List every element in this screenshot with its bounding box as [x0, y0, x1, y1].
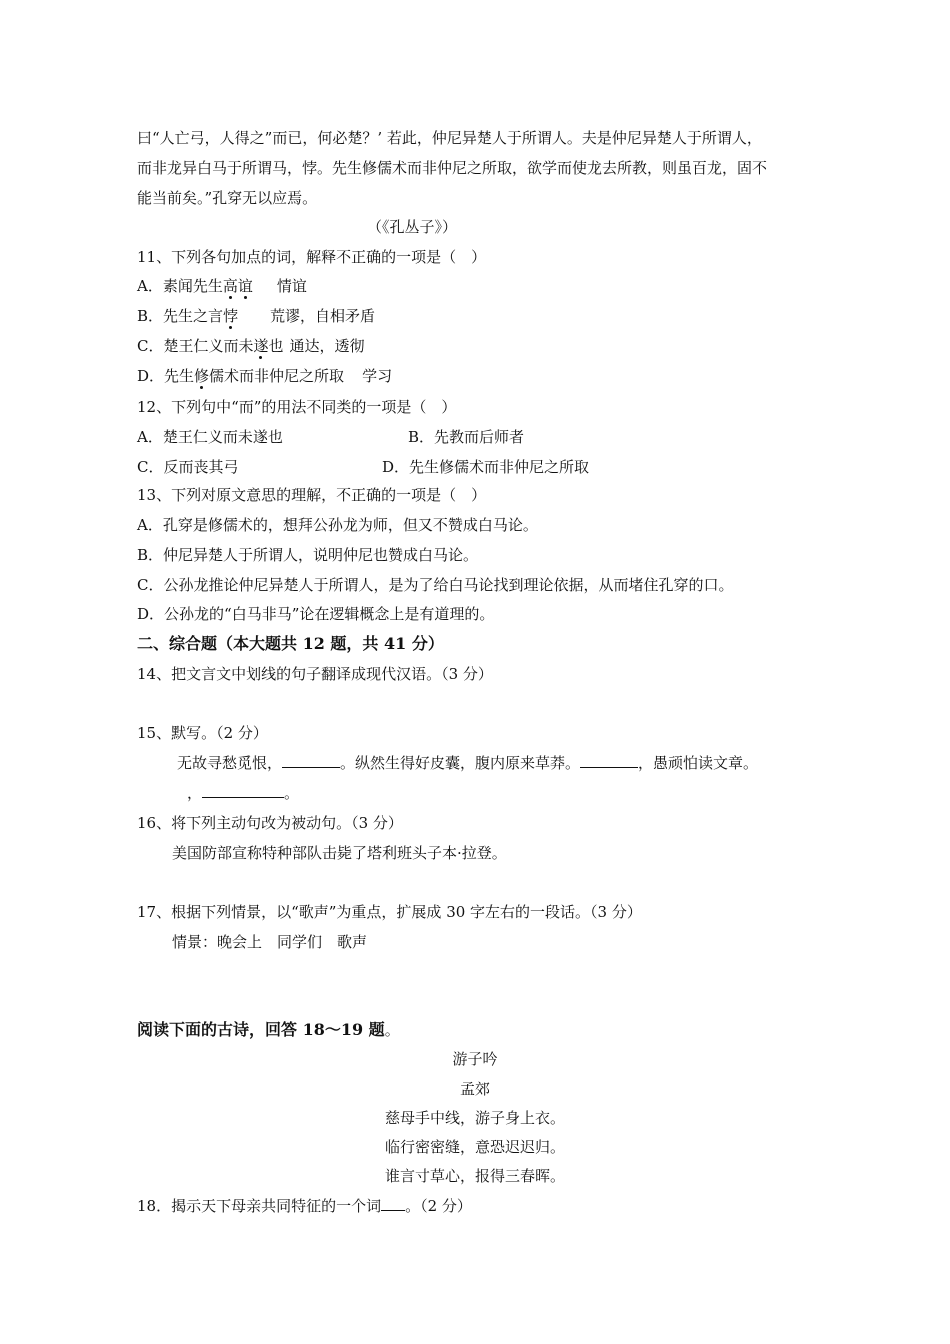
question-12-option-d[interactable]: D．先生修儒术而非仲尼之所取: [382, 458, 590, 476]
question-12-option-c[interactable]: C．反而丧其弓: [137, 458, 239, 476]
question-17-scene: 情景：晚会上 同学们 歌声: [172, 933, 368, 951]
poem-line-3: 谁言寸草心，报得三春晖。: [384, 1167, 565, 1185]
passage-line-1: 曰“人亡弓，人得之”而已，何必楚？’ 若此，仲尼异楚人于所谓人。夫是仲尼异楚人于所谓人，: [137, 129, 762, 147]
question-13-option-c[interactable]: C．公孙龙推论仲尼异楚人于所谓人，是为了给白马论找到理论依据，从而堵住孔穿的口。: [137, 576, 734, 594]
dictation-text: ，: [187, 784, 203, 802]
option-text: B．先生之言: [137, 307, 224, 325]
question-text: 18．揭示天下母亲共同特征的一个词: [137, 1197, 382, 1215]
question-text: 。（2 分）: [405, 1197, 472, 1215]
heading-end: 。: [384, 1021, 400, 1039]
poem-line-2: 临行密密缝，意恐迟迟归。: [384, 1138, 565, 1156]
option-text: C．楚王仁义而未: [137, 337, 254, 355]
question-11-option-b[interactable]: [137, 306, 375, 326]
dictation-text: 无故寻愁觅恨，: [177, 754, 283, 772]
question-11-option-c[interactable]: [137, 336, 365, 356]
poem-section-heading: [137, 1020, 400, 1040]
question-15-line-1: [177, 753, 758, 773]
dotted-char: 高: [222, 277, 238, 295]
option-gloss: 学习: [362, 367, 393, 385]
question-17-stem: 17、根据下列情景，以“歌声”为重点，扩展成 30 字左右的一段话。（3 分）: [137, 903, 642, 921]
question-18-stem: [137, 1196, 472, 1216]
question-16-stem: 16、将下列主动句改为被动句。（3 分）: [137, 814, 403, 832]
poem-author: 孟郊: [459, 1080, 490, 1098]
answer-blank[interactable]: [282, 753, 340, 768]
dictation-text: 。纵然生得好皮囊，腹内原来草莽。: [340, 754, 581, 772]
question-13-stem: 13、下列对原文意思的理解，不正确的一项是（ ）: [137, 486, 487, 504]
question-13-option-a[interactable]: A．孔穿是修儒术的，想拜公孙龙为师，但又不赞成白马论。: [137, 516, 538, 534]
poem-line-1: 慈母手中线，游子身上衣。: [384, 1109, 565, 1127]
passage-source: （《孔丛子》）: [367, 218, 458, 236]
question-15-line-2: [187, 783, 299, 803]
dotted-char: 谊: [237, 277, 253, 295]
passage-line-3: 能当前矣。”孔穿无以应焉。: [137, 189, 318, 207]
section-heading: 二、综合题（本大题共 12 题，共 41 分）: [137, 634, 444, 653]
question-12-option-b[interactable]: B．先教而后师者: [408, 428, 525, 446]
answer-blank[interactable]: [381, 1196, 405, 1211]
option-gloss: 情谊: [276, 277, 307, 295]
question-12-option-a[interactable]: A．楚王仁义而未遂也: [137, 428, 283, 446]
question-11-stem: 11、下列各句加点的词，解释不正确的一项是（ ）: [137, 248, 487, 266]
poem-title: 游子吟: [452, 1050, 498, 1068]
question-12-stem: 12、下列句中“而”的用法不同类的一项是（ ）: [137, 398, 457, 416]
option-text: A．素闻先生: [137, 277, 223, 295]
dotted-char: 修: [194, 367, 210, 385]
heading-text: 阅读下面的古诗，回答 18～19 题: [137, 1020, 385, 1039]
question-14-stem: 14、把文言文中划线的句子翻译成现代汉语。（3 分）: [137, 665, 493, 683]
passage-line-2: 而非龙异白马于所谓马，悖。先生修儒术而非仲尼之所取，欲学而使龙去所教，则虽百龙，固不: [137, 159, 768, 177]
question-13-option-d[interactable]: D．公孙龙的“白马非马”论在逻辑概念上是有道理的。: [137, 605, 495, 623]
dotted-char: 遂: [253, 337, 269, 355]
question-11-option-a[interactable]: [137, 276, 307, 296]
option-text: 也: [268, 337, 284, 355]
question-15-stem: 15、默写。（2 分）: [137, 724, 268, 742]
option-text: 儒术而非仲尼之所取: [209, 367, 345, 385]
answer-blank[interactable]: [580, 753, 638, 768]
dictation-text: ，愚顽怕读文章。: [638, 754, 759, 772]
dictation-text: 。: [284, 784, 300, 802]
question-13-option-b[interactable]: B．仲尼异楚人于所谓人，说明仲尼也赞成白马论。: [137, 546, 479, 564]
option-gloss: 荒谬，自相矛盾: [270, 307, 376, 325]
question-16-sentence: 美国防部宣称特种部队击毙了塔利班头子本·拉登。: [172, 844, 507, 862]
option-gloss: 通达，透彻: [289, 337, 365, 355]
question-11-option-d[interactable]: [137, 366, 392, 386]
answer-blank[interactable]: [202, 783, 284, 798]
dotted-char: 悖: [223, 307, 239, 325]
option-text: D．先生: [137, 367, 195, 385]
